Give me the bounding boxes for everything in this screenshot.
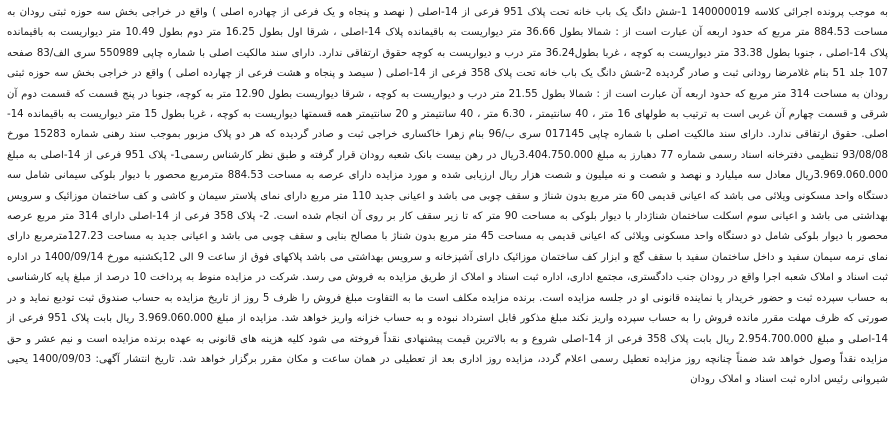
- notice-body-text: به موجب پرونده اجرائی کلاسه 140000019 1-شش دانگ یک باب خانه تحت پلاک 951 فرعی از 14-اصلی ( نهصد و پنجاه و یک فرعی از چهادره اصلی ) واقع در خراجی بخش سه حوزه ثبتی رودان به مساحت 884.53 متر مربع که حدود اربعه آن عبارت است از : شمالا بطول 36.66 متر دیواریست به باقیمانده پلاک 14-اصلی ، شرقا اول بطول 16.25 متر دوم بطول 10.49 متر دیواریست به باقیمانده پلاک 14-اصلی ، جنوبا بطول 33.38 متر دیواریست به کوچه ، غربا بطول36.24 متر درب و دیواریست به کوچه حقوق ارتفاقی ندارد. دارای سند مالکیت اصلی با شماره چاپی 550989 سری الف/83 صفحه 107 جلد 51 بنام غلامرضا رودانی ثبت و صادر گردیده 2-شش دانگ یک باب خانه تحت پلاک 358 فرعی از 14-اصلی ( سیصد و پنجاه و هشت فرعی از چهارده اصلی ) واقع در خراجی بخش سه حوزه ثبتی رودان به مساحت 314 متر مربع که حدود اربعه آن عبارت است از : شمالا بطول 21.55 متر درب و دیواریست به کوچه ، شرقا دیواریست بطول 12.90 متر به کوچه، جنوبا در پنج قسمت که قسمت دوم آن شرقی و قسمت چهارم آن غربی است به ترتیب به طولهای 16 متر ، 40 سانتیمتر ، 6.30 متر ، 40 سانتیمتر و 20 سانتیمتر همه قسمتها دیواریست به کوچه ، غربا بطول 15 متر دیواریست به باقیمانده 14-اصلی. حقوق ارتفاقی ندارد. دارای سند مالکیت اصلی با شماره چاپی 017145 سری ب/96 بنام زهرا خاکساری خراجی ثبت و صادر گردیده که هر دو پلاک مزبور بموجب سند رهنی شماره 15283 مورخ 93/08/08 تنظیمی دفترخانه اسناد رسمی شماره 77 دهبارز به مبلغ 3.404.750.000ریال در رهن بیست بانک شعبه رودان قرار گرفته و طبق نظر کارشناس رسمی1- پلاک 951 فرعی از 14-اصلی به مبلغ 3.969.060.000ریال معادل سه میلیارد و نهصد و شصت و نه میلیون و شصت هزار ریال ارزیابی شده و مورد مزایده دارای عرصه به مساحت 884.53 مترمربع محصور با دیوار بلوکی سیمانی شامل سه دستگاه واحد مسکونی ویلائی می باشد که اعیانی قدیمی 60 متر مربع بدون شناژ و سقف چوبی می باشد و اعیانی جدید 110 متر مربع دارای نمای پلاستر سیمان و کاشی و کف ساختمان موزائیک و سرویس بهداشتی می باشد و اعیانی سوم اسکلت ساختمان شناژدار با دیوار بلوکی به مساحت 90 متر که تا زیر سقف کار بر روی آن انجام شده است. 2- پلاک 358 فرعی از 14-اصلی دارای 314 متر مربع عرصه محصور با دیوار بلوکی شامل دو دستگاه واحد مسکونی ویلائی که اعیانی قدیمی به مساحت 45 متر مربع بدون شناژ با مصالح بنایی و سقف چوبی می باشد و اعیانی جدید به مساحت 127.23مترمربع دارای نمای نرمه سیمان سفید و داخل ساختمان سفید با سقف گچ و ابزار کف ساختمان موزائیک دارای آشپزخانه و سرویس بهداشتی می باشد پلاکهای فوق از ساعت 9 الی 12یکشنبه مورخ 1400/09/14 در اداره ثبت اسناد و املاک شعبه اجرا واقع در رودان جنب دادگستری، مجتمع اداری، اداره ثبت اسناد و املاک از طریق مزایده به فروش می رسد. شرکت در مزایده منوط به پرداخت 10 درصد از مبلغ پایه کارشناسی به حساب سپرده ثبت و حضور خریدار یا نماینده قانونی او در جلسه مزایده است. برنده مزایده مکلف است ما به التفاوت مبلغ فروش را ظرف 5 روز از تاریخ مزایده به حساب صندوق ثبت تودیع نماید و در صورتی که ظرف مهلت مقرر مانده فروش را به حساب سپرده واریز نکند مبلغ مذکور قابل استرداد نبوده و به حساب خزانه واریز خواهد شد. مزایده از مبلغ 3.969.060.000 ریال بابت پلاک 951 فرعی از 14-اصلی و مبلغ 2.954.700.000 ریال بابت پلاک 358 فرعی از 14-اصلی شروع و به بالاترین قیمت پیشنهادی نقداً فروخته می شود کلیه هزینه های قانونی به عهده برنده مزایده است و نیم عشر و حق مزایده نقداً وصول خواهد شد ضمناً چنانچه روز مزایده تعطیل رسمی اعلام گردد، مزایده روز اداری بعد از تعطیلی در همان ساعت و مکان مقرر برگزار خواهد شد. تاریخ انتشار آگهی: 1400/09/03 یحیی شیروانی رئیس اداره ثبت اسناد و املاک رودان: [7, 7, 889, 386]
